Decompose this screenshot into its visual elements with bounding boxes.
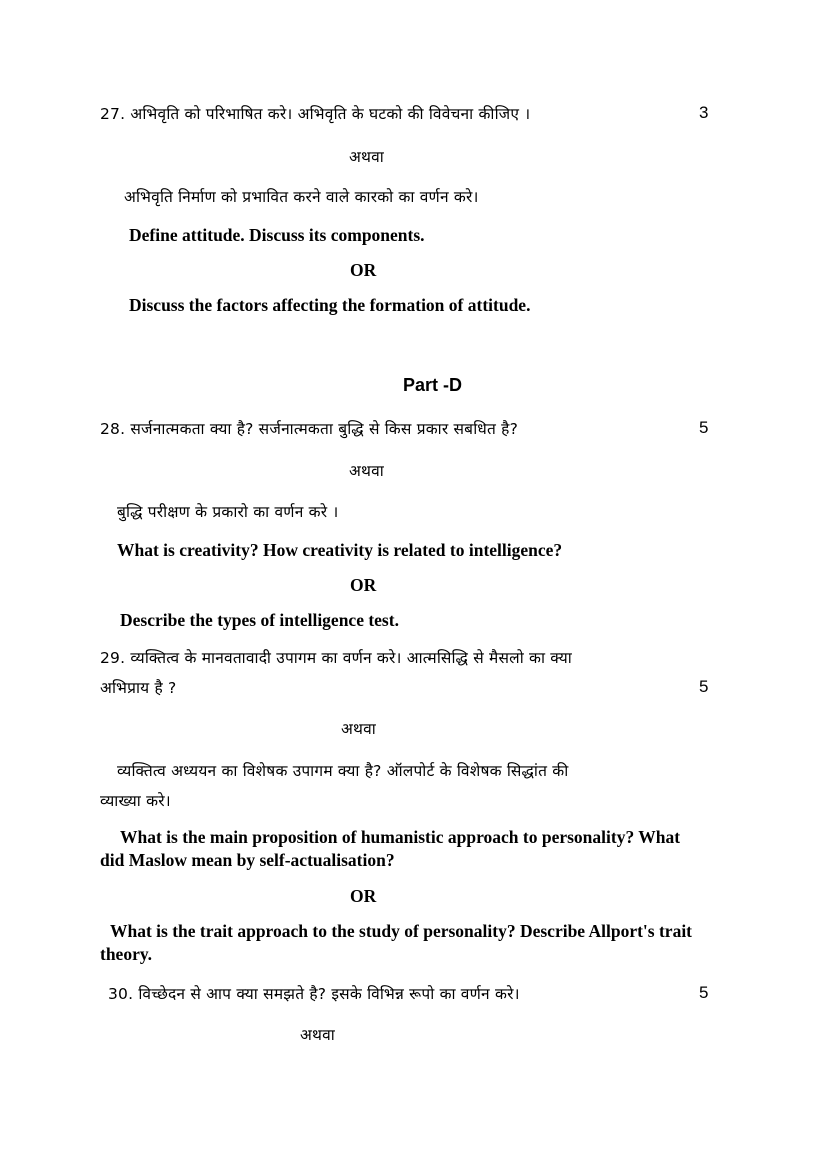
q29-marks: 5	[699, 677, 709, 696]
q30-marks: 5	[699, 983, 709, 1002]
q29-alt-english-line2: theory.	[100, 944, 153, 964]
q28-hindi: 28. सर्जनात्मकता क्या है? सर्जनात्मकता बुद्धि से किस प्रकार सबधित है?	[100, 420, 518, 438]
q27-or-english: OR	[350, 260, 377, 280]
q30-or-hindi: अथवा	[300, 1026, 335, 1044]
q29-english-line1: What is the main proposition of humanistic approach to personality? What	[120, 827, 681, 847]
q28-marks: 5	[699, 418, 709, 437]
q29-hindi-line2: अभिप्राय है ?	[100, 679, 177, 697]
q27-english: Define attitude. Discuss its components.	[129, 225, 425, 245]
q29-alt-english-line1: What is the trait approach to the study of personality? Describe Allport's trait	[110, 921, 693, 941]
q28-alt-english: Describe the types of intelligence test.	[120, 610, 399, 630]
q29-hindi-line1: 29. व्यक्तित्व के मानवतावादी उपागम का वर्णन करे। आत्मसिद्धि से मैसलो का क्या	[100, 649, 572, 667]
q29-or-hindi: अथवा	[341, 720, 376, 738]
part-d-title: Part -D	[403, 375, 463, 395]
q29-alt-hindi-line2: व्याख्या करे।	[100, 792, 171, 810]
q27-marks: 3	[699, 103, 709, 122]
q29-english-line2: did Maslow mean by self-actualisation?	[100, 850, 395, 870]
q28-english: What is creativity? How creativity is related to intelligence?	[117, 540, 563, 560]
q27-alt-hindi: अभिवृति निर्माण को प्रभावित करने वाले कारको का वर्णन करे।	[124, 188, 479, 206]
q28-or-hindi: अथवा	[349, 462, 384, 480]
q28-alt-hindi: बुद्धि परीक्षण के प्रकारो का वर्णन करे ।	[117, 503, 339, 521]
q27-alt-english: Discuss the factors affecting the formation of attitude.	[129, 295, 531, 315]
q30-hindi: 30. विच्छेदन से आप क्या समझते है? इसके विभिन्न रूपो का वर्णन करे।	[108, 985, 520, 1003]
q27-or-hindi: अथवा	[349, 148, 384, 166]
q27-hindi: 27. अभिवृति को परिभाषित करे। अभिवृति के घटको की विवेचना कीजिए ।	[100, 105, 531, 123]
q29-or-english: OR	[350, 886, 377, 906]
q29-alt-hindi-line1: व्यक्तित्व अध्ययन का विशेषक उपागम क्या है? ऑलपोर्ट के विशेषक सिद्धांत की	[117, 762, 569, 780]
q28-or-english: OR	[350, 575, 377, 595]
